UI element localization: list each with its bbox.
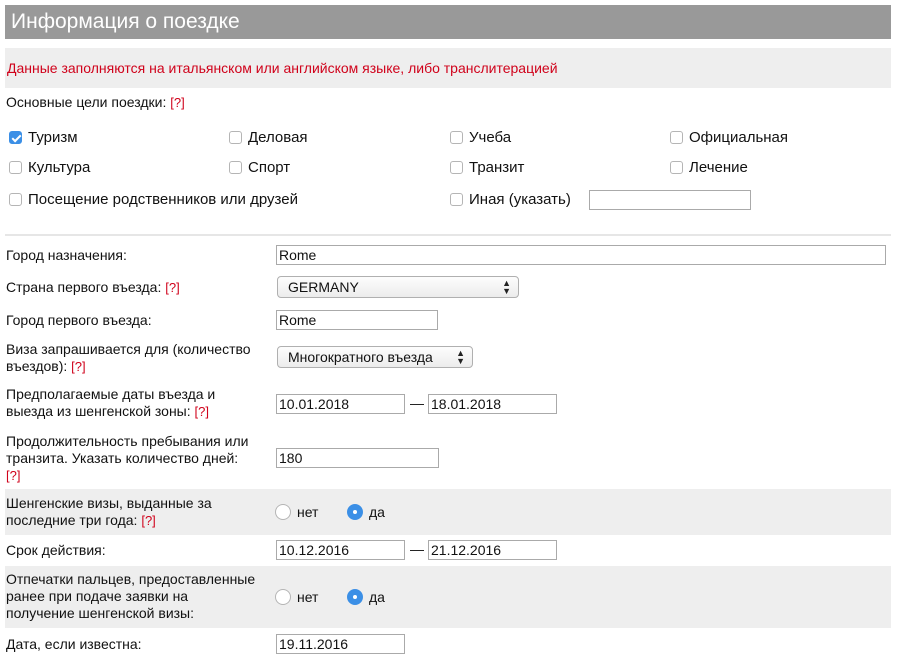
first-entry-country-help-link[interactable]: [?] [165, 280, 180, 295]
checkbox-icon[interactable] [670, 131, 683, 144]
purpose-tourism-checkbox[interactable]: Туризм [9, 129, 78, 146]
purpose-official-checkbox[interactable]: Официальная [670, 129, 788, 146]
checkbox-icon[interactable] [9, 161, 22, 174]
radio-icon[interactable] [275, 504, 291, 520]
section-divider [5, 234, 891, 236]
fingerprint-date-label: Дата, если известна: [6, 636, 142, 652]
checkbox-icon[interactable] [450, 161, 463, 174]
fingerprints-no-radio[interactable]: нет [275, 589, 318, 605]
radio-icon[interactable] [275, 589, 291, 605]
select-arrows-icon: ▲ ▼ [456, 348, 465, 366]
previous-visas-help-link[interactable]: [?] [141, 513, 156, 528]
fingerprints-yes-radio[interactable]: да [347, 589, 385, 605]
first-entry-city-input[interactable]: Rome [276, 310, 438, 330]
purpose-help-link[interactable]: [?] [170, 95, 185, 110]
previous-visas-no-radio[interactable]: нет [275, 504, 318, 520]
first-entry-country-label: Страна первого въезда: [?] [6, 279, 180, 295]
validity-to-input[interactable]: 21.12.2016 [428, 540, 557, 560]
checkbox-checked-icon[interactable] [9, 131, 22, 144]
fingerprints-label: Отпечатки пальцев, предоставленные ранее при подаче заявки на получение шенгенской визы: [6, 571, 256, 621]
language-notice: Данные заполняются на итальянском или английском языке, либо транслитерацией [5, 48, 891, 88]
schengen-dates-help-link[interactable]: [?] [194, 404, 209, 419]
fingerprint-date-input[interactable]: 19.11.2016 [276, 634, 405, 654]
purpose-medical-checkbox[interactable]: Лечение [670, 159, 748, 176]
section-title: Информация о поездке [5, 5, 891, 39]
entry-date-input[interactable]: 10.01.2018 [276, 394, 405, 414]
previous-visas-yes-radio[interactable]: да [347, 504, 385, 520]
visa-entries-help-link[interactable]: [?] [71, 359, 86, 374]
checkbox-icon[interactable] [450, 131, 463, 144]
purpose-label: Основные цели поездки: [?] [6, 94, 185, 110]
visa-entries-select[interactable]: Многократного въезда ▲ ▼ [277, 346, 473, 368]
date-range-separator: — [410, 541, 424, 557]
exit-date-input[interactable]: 18.01.2018 [428, 394, 557, 414]
purpose-study-checkbox[interactable]: Учеба [450, 129, 511, 146]
checkbox-icon[interactable] [670, 161, 683, 174]
purpose-other-input[interactable] [589, 190, 751, 210]
purpose-other-checkbox[interactable]: Иная (указать) [450, 191, 571, 208]
radio-selected-icon[interactable] [347, 504, 363, 520]
first-entry-city-label: Город первого въезда: [6, 312, 152, 328]
purpose-sport-checkbox[interactable]: Спорт [229, 159, 290, 176]
date-range-separator: — [410, 395, 424, 411]
validity-label: Срок действия: [6, 542, 106, 558]
checkbox-icon[interactable] [450, 193, 463, 206]
duration-input[interactable]: 180 [276, 448, 439, 468]
duration-label: Продолжительность пребывания или транзита. Указать количество дней: [?] [6, 433, 249, 483]
destination-city-label: Город назначения: [6, 247, 127, 263]
visa-entries-label: Виза запрашивается для (количество въездов): [?] [6, 341, 251, 374]
schengen-dates-label: Предполагаемые даты въезда и выезда из шенгенской зоны: [?] [6, 386, 216, 419]
checkbox-icon[interactable] [229, 161, 242, 174]
purpose-transit-checkbox[interactable]: Транзит [450, 159, 524, 176]
purpose-business-checkbox[interactable]: Деловая [229, 129, 308, 146]
checkbox-icon[interactable] [229, 131, 242, 144]
radio-selected-icon[interactable] [347, 589, 363, 605]
previous-visas-label: Шенгенские визы, выданные за последние три года: [?] [6, 495, 212, 528]
validity-from-input[interactable]: 10.12.2016 [276, 540, 405, 560]
select-arrows-icon: ▲ ▼ [502, 278, 511, 296]
purpose-culture-checkbox[interactable]: Культура [9, 159, 90, 176]
destination-city-input[interactable]: Rome [276, 245, 886, 265]
first-entry-country-select[interactable]: GERMANY ▲ ▼ [277, 276, 519, 298]
duration-help-link[interactable]: [?] [6, 468, 21, 483]
purpose-visiting-checkbox[interactable]: Посещение родственников или друзей [9, 191, 298, 208]
checkbox-icon[interactable] [9, 193, 22, 206]
